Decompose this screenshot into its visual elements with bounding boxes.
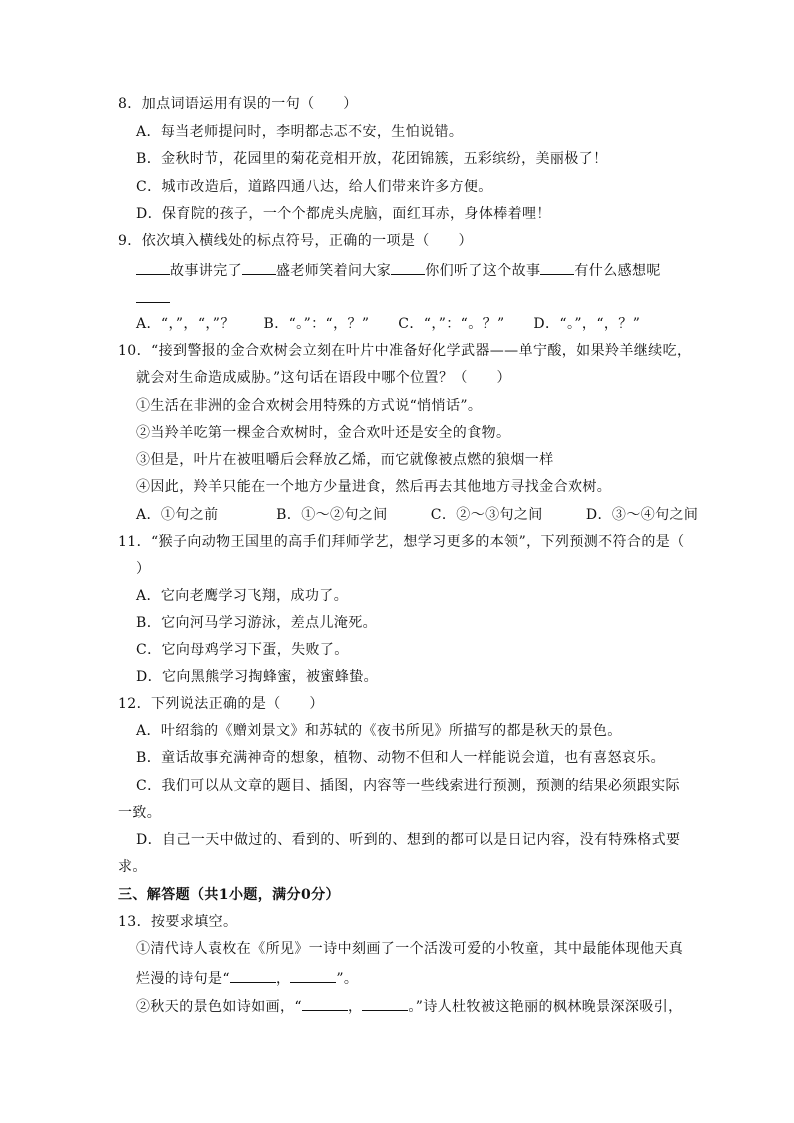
q12-option-a: A．叶绍翁的《赠刘景文》和苏轼的《夜书所见》所描写的都是秋天的景色。 bbox=[136, 723, 622, 739]
blank[interactable] bbox=[302, 996, 348, 1011]
blank[interactable] bbox=[540, 260, 574, 275]
blank[interactable] bbox=[230, 968, 276, 983]
q8-option-c: C．城市改造后，道路四通八达，给人们带来许多方便。 bbox=[136, 179, 493, 195]
q8-option-a: A．每当老师提问时，李明都忐忑不安，生怕说错。 bbox=[136, 124, 464, 140]
q9-segment-1: 故事讲完了 bbox=[170, 263, 242, 279]
q12-option-b: B．童话故事充满神奇的想象，植物、动物不但和人一样能说会道，也有喜怒哀乐。 bbox=[136, 750, 666, 766]
blank[interactable] bbox=[362, 996, 408, 1011]
q9-sentence bbox=[136, 260, 661, 280]
q13-item1-line1: ①清代诗人袁枚在《所见》一诗中刻画了一个活泼可爱的小牧童，其中最能体现他天真 bbox=[136, 941, 684, 957]
q13-item2-line1 bbox=[136, 996, 683, 1016]
blank[interactable] bbox=[136, 260, 170, 275]
q12-option-d-cont: 求。 bbox=[118, 859, 147, 875]
q12-stem: 12．下列说法正确的是（ ） bbox=[118, 696, 324, 712]
q12-option-c-cont: 一致。 bbox=[118, 805, 162, 821]
q9-stem: 9．依次填入横线处的标点符号，正确的一项是（ ） bbox=[118, 233, 473, 249]
q9-trailing-blank-line bbox=[136, 288, 170, 308]
blank[interactable] bbox=[290, 968, 336, 983]
q13-item1-comma: ， bbox=[275, 971, 291, 987]
q11-option-d: D．它向黑熊学习掏蜂蜜，被蜜蜂蛰。 bbox=[136, 669, 379, 685]
q13-item2-comma: ， bbox=[347, 999, 363, 1015]
q13-item2-prefix: ②秋天的景色如诗如画，“ bbox=[136, 999, 302, 1015]
q9-segment-4: 有什么感想呢 bbox=[574, 263, 661, 279]
q10-stem-line2: 就会对生命造成威胁。”这句话在语段中哪个位置？（ ） bbox=[136, 370, 511, 386]
q10-sentence-1: ①生活在非洲的金合欢树会用特殊的方式说“悄悄话”。 bbox=[136, 398, 483, 414]
q12-option-c: C．我们可以从文章的题目、插图，内容等一些线索进行预测，预测的结果必须跟实际 bbox=[136, 778, 680, 794]
q11-option-a: A．它向老鹰学习飞翔，成功了。 bbox=[136, 588, 349, 604]
q8-option-b: B．金秋时节，花园里的菊花竞相开放，花团锦簇，五彩缤纷，美丽极了！ bbox=[136, 151, 608, 167]
q13-stem: 13．按要求填空。 bbox=[118, 914, 238, 930]
section-heading: 三、解答题（共1小题，满分0分） bbox=[118, 887, 340, 903]
q11-stem-line2: ） bbox=[136, 561, 151, 577]
q11-stem-line1: 11．“猴子向动物王国里的高手们拜师学艺，想学习更多的本领”，下列预测不符合的是（ bbox=[118, 534, 685, 550]
q9-options: A．“，”，“，”？ B．“。”：“，？” C．“，”：“。？” D．“。”，“，？” bbox=[136, 316, 641, 332]
q9-segment-3: 你们听了这个故事 bbox=[425, 263, 541, 279]
blank[interactable] bbox=[136, 288, 170, 303]
q10-sentence-4: ④因此，羚羊只能在一个地方少量进食，然后再去其他地方寻找金合欢树。 bbox=[136, 479, 612, 495]
blank[interactable] bbox=[391, 260, 425, 275]
q13-item1-line2 bbox=[136, 968, 358, 988]
q13-item1-prefix: 烂漫的诗句是“ bbox=[136, 971, 230, 987]
q13-item2-suffix: 。”诗人杜牧被这艳丽的枫林晚景深深吸引， bbox=[408, 999, 683, 1015]
q10-stem-line1: 10．“接到警报的金合欢树会立刻在叶片中准备好化学武器——单宁酸，如果羚羊继续吃， bbox=[118, 343, 692, 359]
q12-option-d: D．自己一天中做过的、看到的、听到的、想到的都可以是日记内容，没有特殊格式要 bbox=[136, 832, 681, 848]
q8-stem: 8．加点词语运用有误的一句（ ） bbox=[118, 96, 358, 112]
q9-segment-2: 盛老师笑着问大家 bbox=[276, 263, 392, 279]
q11-option-b: B．它向河马学习游泳，差点儿淹死。 bbox=[136, 615, 378, 631]
q8-option-d: D．保育院的孩子，一个个都虎头虎脑，面红耳赤，身体棒着哩！ bbox=[136, 206, 551, 222]
q10-sentence-2: ②当羚羊吃第一棵金合欢树时，金合欢叶还是安全的食物。 bbox=[136, 425, 511, 441]
q11-option-c: C．它向母鸡学习下蛋，失败了。 bbox=[136, 642, 349, 658]
q13-item1-suffix: ”。 bbox=[336, 971, 359, 987]
blank[interactable] bbox=[242, 260, 276, 275]
q10-options: A．①句之前 B．①～②句之间 C．②～③句之间 D．③～④句之间 bbox=[136, 507, 699, 523]
q10-sentence-3: ③但是，叶片在被咀嚼后会释放乙烯，而它就像被点燃的狼烟一样 bbox=[136, 452, 554, 468]
